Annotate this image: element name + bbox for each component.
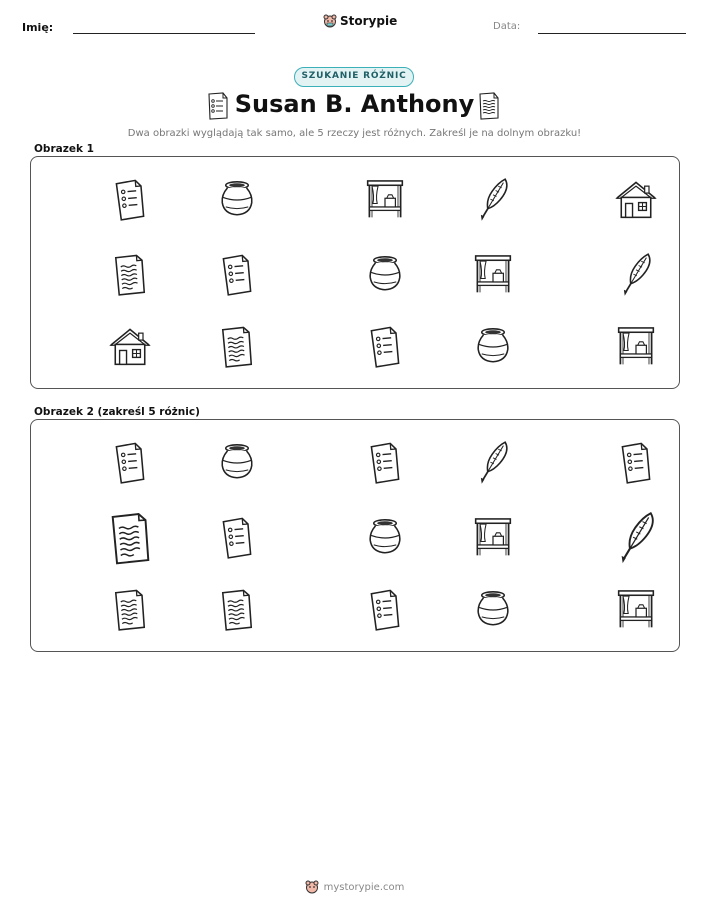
checklist-icon[interactable] (211, 512, 263, 564)
desk-icon (467, 249, 519, 301)
pot-icon (211, 174, 263, 226)
quill-icon[interactable] (605, 507, 667, 569)
footer (0, 880, 709, 894)
footer-url: mystorypie.com (323, 881, 405, 893)
pot-icon[interactable] (359, 512, 411, 564)
storypie-mascot-icon (323, 14, 337, 28)
storypie-mascot-icon (305, 880, 319, 894)
document-icon (104, 249, 156, 301)
instructions: Dwa obrazki wyglądają tak samo, ale 5 rzeczy jest różnych. Zakreśl je na dolnym obrazku! (127, 128, 582, 139)
checklist-icon[interactable] (359, 437, 411, 489)
activity-badge: SZUKANIE RÓŻNIC (294, 67, 414, 87)
checklist-icon (104, 174, 156, 226)
checklist-icon[interactable] (104, 437, 156, 489)
document-icon[interactable] (104, 584, 156, 636)
desk-icon[interactable] (467, 512, 519, 564)
desk-icon[interactable] (610, 584, 662, 636)
house-icon (610, 174, 662, 226)
quill-icon[interactable] (467, 437, 519, 489)
page-title: Susan B. Anthony (234, 90, 475, 118)
title-row (0, 90, 709, 126)
pot-icon[interactable] (211, 437, 263, 489)
name-field[interactable] (73, 33, 255, 34)
checklist-icon[interactable] (610, 437, 662, 489)
brand-logo (323, 14, 397, 28)
picture-1-panel (30, 156, 680, 389)
checklist-icon (211, 249, 263, 301)
checklist-icon (359, 321, 411, 373)
quill-icon (610, 249, 662, 301)
pot-icon[interactable] (467, 584, 519, 636)
document-icon (478, 92, 500, 120)
pot-icon (359, 249, 411, 301)
pot-icon (467, 321, 519, 373)
document-icon (211, 321, 263, 373)
header-row (0, 14, 709, 42)
checklist-icon[interactable] (359, 584, 411, 636)
brand-name: Storypie (340, 14, 398, 28)
picture-2-label: Obrazek 2 (zakreśl 5 różnic) (34, 406, 200, 418)
picture-2-panel[interactable] (30, 419, 680, 652)
date-field[interactable] (538, 33, 686, 34)
name-label: Imię: (22, 21, 54, 34)
desk-icon (359, 174, 411, 226)
document-icon[interactable] (211, 584, 263, 636)
picture-1-label: Obrazek 1 (34, 143, 94, 155)
document-icon[interactable] (98, 506, 163, 571)
house-icon (104, 321, 156, 373)
quill-icon (467, 174, 519, 226)
date-label: Data: (493, 21, 521, 32)
desk-icon (610, 321, 662, 373)
